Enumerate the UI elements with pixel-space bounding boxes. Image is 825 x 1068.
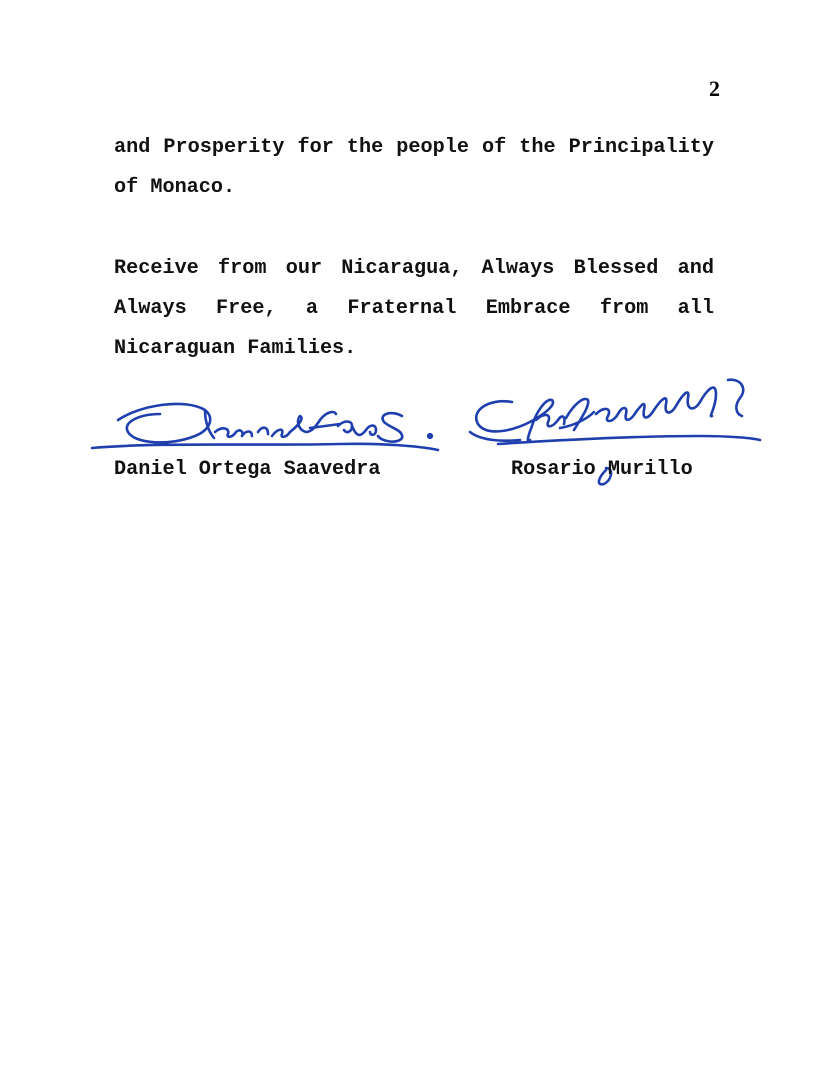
paragraph-2-line-3: Nicaraguan Families.: [114, 337, 357, 360]
paragraph-2-line-1: Receive from our Nicaragua, Always Blessed and: [114, 257, 714, 280]
paragraph-1-line-1: and Prosperity for the people of the Principality: [114, 136, 714, 159]
signature-right-name: Rosario Murillo: [511, 458, 693, 481]
paragraph-1-line-2: of Monaco.: [114, 176, 236, 199]
paragraph-2-line-2: Always Free, a Fraternal Embrace from all: [114, 297, 714, 320]
signature-left-handwriting: [92, 404, 438, 450]
signature-left-name: Daniel Ortega Saavedra: [114, 458, 381, 481]
page-number: 2: [709, 76, 720, 101]
